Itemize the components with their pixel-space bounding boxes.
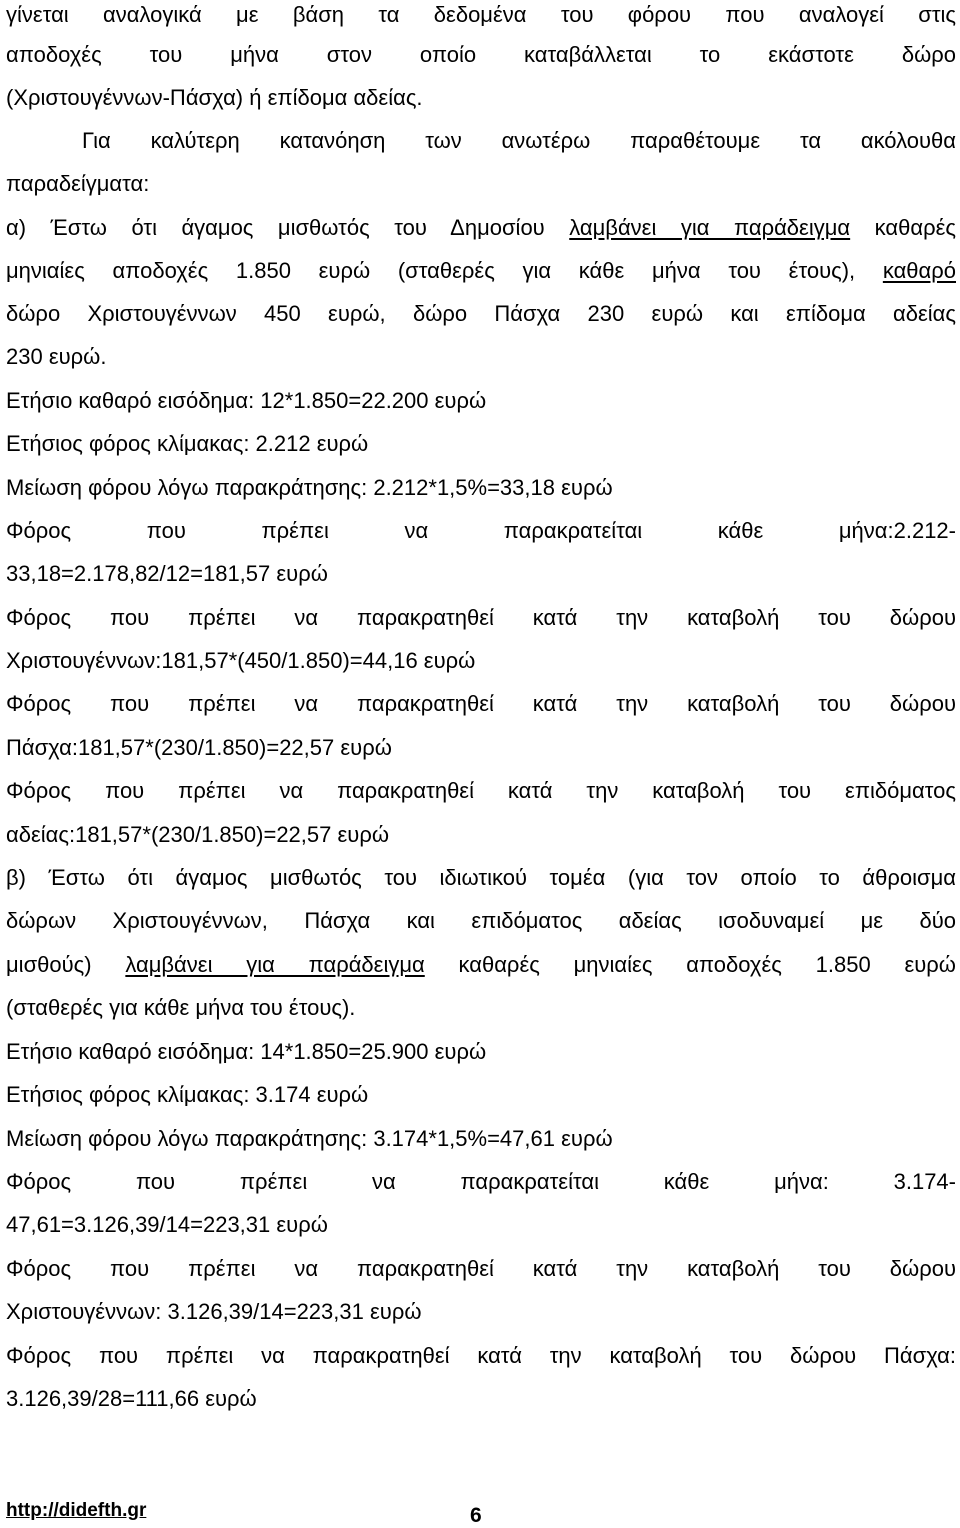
page-number: 6: [470, 1504, 482, 1527]
text-line: Φόρος που πρέπει να παρακρατείται κάθε μήνα:2.212-: [6, 518, 956, 543]
text-line: Μείωση φόρου λόγω παρακράτησης: 3.174*1,5%=47,61 ευρώ: [6, 1126, 613, 1151]
text-line: 3.126,39/28=111,66 ευρώ: [6, 1386, 257, 1411]
text-line: Φόρος που πρέπει να παρακρατηθεί κατά την καταβολή του δώρου: [6, 691, 956, 716]
text-line: (σταθερές για κάθε μήνα του έτους).: [6, 995, 356, 1020]
text-line: Φόρος που πρέπει να παρακρατηθεί κατά την καταβολή του δώρου Πάσχα:: [6, 1343, 956, 1368]
text-line: Μείωση φόρου λόγω παρακράτησης: 2.212*1,5%=33,18 ευρώ: [6, 475, 613, 500]
text-line: Φόρος που πρέπει να παρακρατηθεί κατά την καταβολή του επιδόματος: [6, 778, 956, 803]
text-line: Πάσχα:181,57*(230/1.850)=22,57 ευρώ: [6, 735, 392, 760]
text-line: α) Έστω ότι άγαμος μισθωτός του Δημοσίου λαμβάνει για παράδειγμα καθαρές: [6, 215, 956, 240]
text-line: Φόρος που πρέπει να παρακρατηθεί κατά την καταβολή του δώρου: [6, 605, 956, 630]
text-line: 47,61=3.126,39/14=223,31 ευρώ: [6, 1212, 328, 1237]
text-line: Ετήσιος φόρος κλίμακας: 2.212 ευρώ: [6, 431, 369, 456]
text-line: Ετήσιο καθαρό εισόδημα: 14*1.850=25.900 ευρώ: [6, 1039, 487, 1064]
text-line: 33,18=2.178,82/12=181,57 ευρώ: [6, 561, 328, 586]
underlined-phrase: καθαρό: [882, 258, 956, 283]
text-line: 230 ευρώ.: [6, 344, 107, 369]
footer-link[interactable]: http://didefth.gr: [6, 1500, 147, 1521]
text-line: παραδείγματα:: [6, 171, 150, 196]
text-line: Ετήσιος φόρος κλίμακας: 3.174 ευρώ: [6, 1082, 369, 1107]
text-line: Ετήσιο καθαρό εισόδημα: 12*1.850=22.200 ευρώ: [6, 388, 487, 413]
text-line: Χριστουγέννων:181,57*(450/1.850)=44,16 ευρώ: [6, 648, 476, 673]
text-line: δώρων Χριστουγέννων, Πάσχα και επιδόματος αδείας ισοδυναμεί με δύο: [6, 908, 956, 933]
text-line: (Χριστουγέννων-Πάσχα) ή επίδομα αδείας.: [6, 85, 423, 110]
text-line: Χριστουγέννων: 3.126,39/14=223,31 ευρώ: [6, 1299, 422, 1324]
text-line: μισθούς) λαμβάνει για παράδειγμα καθαρές μηνιαίες αποδοχές 1.850 ευρώ: [6, 952, 956, 977]
text-line: Φόρος που πρέπει να παρακρατηθεί κατά την καταβολή του δώρου: [6, 1256, 956, 1281]
text-line: μηνιαίες αποδοχές 1.850 ευρώ (σταθερές για κάθε μήνα του έτους), καθαρό: [6, 258, 956, 283]
text-line: Για καλύτερη κατανόηση των ανωτέρω παραθέτουμε τα ακόλουθα: [82, 128, 956, 153]
text-line: αποδοχές του μήνα στον οποίο καταβάλλεται το εκάστοτε δώρο: [6, 42, 956, 67]
text-line: δώρο Χριστουγέννων 450 ευρώ, δώρο Πάσχα 230 ευρώ και επίδομα αδείας: [6, 301, 956, 326]
underlined-phrase: λαμβάνει για παράδειγμα: [569, 215, 851, 240]
text-line: αδείας:181,57*(230/1.850)=22,57 ευρώ: [6, 822, 390, 847]
text-line: Φόρος που πρέπει να παρακρατείται κάθε μήνα: 3.174-: [6, 1169, 956, 1194]
underlined-phrase: λαμβάνει για παράδειγμα: [125, 952, 425, 977]
text-line: β) Έστω ότι άγαμος μισθωτός του ιδιωτικού τομέα (για τον οποίο το άθροισμα: [6, 865, 956, 890]
text-line: γίνεται αναλογικά με βάση τα δεδομένα του φόρου που αναλογεί στις: [6, 2, 956, 27]
